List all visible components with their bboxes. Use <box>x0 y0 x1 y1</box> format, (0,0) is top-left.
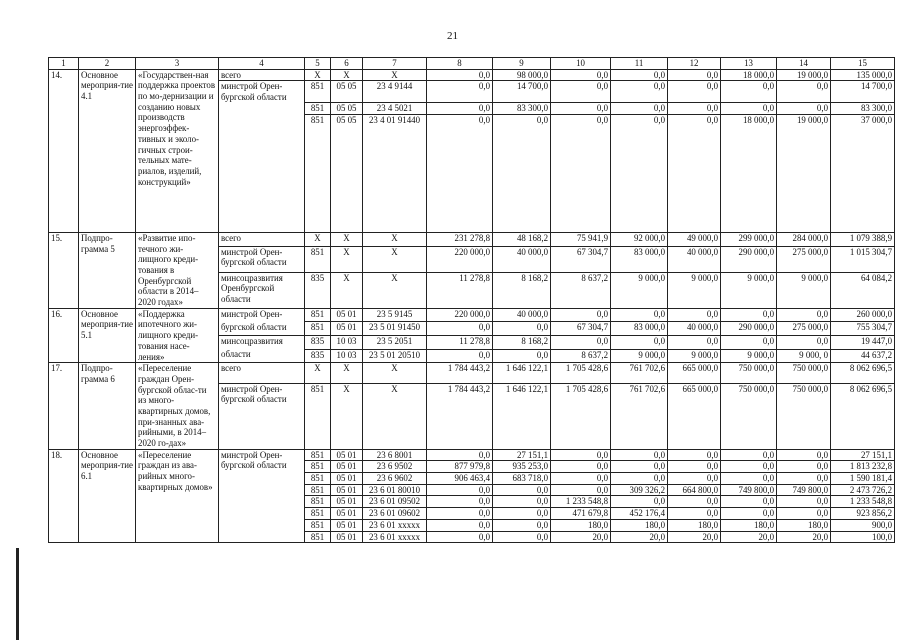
amount-cell: 935 253,0 <box>493 461 551 473</box>
amount-cell: 0,0 <box>721 308 777 322</box>
amount-cell: 0,0 <box>551 461 611 473</box>
section-code: 05 01 <box>331 531 363 543</box>
amount-cell: 1 079 388,9 <box>831 232 895 246</box>
target-article: 23 6 9502 <box>363 461 427 473</box>
amount-cell: 0,0 <box>777 335 831 349</box>
amount-cell: 9 000, 0 <box>777 349 831 363</box>
executor: минстрой Орен-бургской области <box>219 246 305 272</box>
amount-cell: 40 000,0 <box>668 246 721 272</box>
table-row <box>49 449 895 461</box>
amount-cell: 877 979,8 <box>427 461 493 473</box>
amount-cell: 0,0 <box>493 519 551 531</box>
column-number: 2 <box>79 58 136 70</box>
executor: минстрой Орен-бургской области <box>219 81 305 103</box>
amount-cell: 231 278,8 <box>427 232 493 246</box>
target-article: 23 6 01 xxxxx <box>363 531 427 543</box>
amount-cell: 452 176,4 <box>611 508 668 520</box>
program-name: «Поддержка ипотечного жи-лищного креди-тования насе-ления» <box>136 308 219 362</box>
ministry-code: 851 <box>305 308 331 322</box>
amount-cell: 27 151,1 <box>831 449 895 461</box>
executor: бургской области <box>219 322 305 336</box>
amount-cell: 1 705 428,6 <box>551 363 611 384</box>
amount-cell: 1 646 122,1 <box>493 363 551 384</box>
amount-cell: 220 000,0 <box>427 246 493 272</box>
amount-cell: 14 700,0 <box>493 81 551 103</box>
amount-cell: 664 800,0 <box>668 484 721 496</box>
target-article: 23 4 5021 <box>363 103 427 115</box>
amount-cell: 98 000,0 <box>493 69 551 81</box>
amount-cell: 683 718,0 <box>493 473 551 485</box>
target-article: X <box>363 272 427 308</box>
ministry-code: 851 <box>305 484 331 496</box>
amount-cell: 0,0 <box>668 461 721 473</box>
amount-cell: 0,0 <box>551 449 611 461</box>
ministry-code: 851 <box>305 508 331 520</box>
amount-cell: 180,0 <box>551 519 611 531</box>
amount-cell: 1 705 428,6 <box>551 383 611 449</box>
amount-cell: 0,0 <box>721 473 777 485</box>
amount-cell: 0,0 <box>551 103 611 115</box>
row-number: 16. <box>49 308 79 362</box>
amount-cell: 0,0 <box>427 69 493 81</box>
column-number: 6 <box>331 58 363 70</box>
amount-cell: 0,0 <box>551 81 611 103</box>
amount-cell: 0,0 <box>611 461 668 473</box>
amount-cell: 180,0 <box>668 519 721 531</box>
row-number: 15. <box>49 232 79 308</box>
column-number-row <box>49 58 895 70</box>
amount-cell: 0,0 <box>611 81 668 103</box>
section-code: X <box>331 272 363 308</box>
program-name: «Государствен-ная поддержка проектов по мо-дернизации и созданию новых производств энергоэффек-тивных и эколо-гичных строи-тельных мате-риалов, изделий, конструкций» <box>136 69 219 232</box>
amount-cell: 275 000,0 <box>777 322 831 336</box>
executor: минстрой Орен-бургской области <box>219 383 305 449</box>
table-row <box>49 232 895 246</box>
section-code: 05 01 <box>331 519 363 531</box>
amount-cell: 0,0 <box>611 308 668 322</box>
amount-cell: 9 000,0 <box>611 272 668 308</box>
amount-cell: 0,0 <box>551 114 611 232</box>
amount-cell: 275 000,0 <box>777 246 831 272</box>
amount-cell: 83 300,0 <box>831 103 895 115</box>
amount-cell: 18 000,0 <box>721 69 777 81</box>
amount-cell: 19 447,0 <box>831 335 895 349</box>
amount-cell: 749 800,0 <box>777 484 831 496</box>
amount-cell: 0,0 <box>427 496 493 508</box>
program-kind: Основное мероприя-тие 4.1 <box>79 69 136 232</box>
section-code: X <box>331 383 363 449</box>
table-row <box>49 308 895 322</box>
column-number: 8 <box>427 58 493 70</box>
amount-cell: 0,0 <box>721 461 777 473</box>
amount-cell: 0,0 <box>427 349 493 363</box>
column-number: 13 <box>721 58 777 70</box>
amount-cell: 750 000,0 <box>777 363 831 384</box>
amount-cell: 0,0 <box>493 114 551 232</box>
executor: минстрой Орен-бургской области <box>219 449 305 543</box>
target-article: X <box>363 69 427 81</box>
amount-cell: 8 168,2 <box>493 335 551 349</box>
amount-cell: 1 590 181,4 <box>831 473 895 485</box>
column-number: 4 <box>219 58 305 70</box>
amount-cell: 83 300,0 <box>493 103 551 115</box>
executor: области <box>219 349 305 363</box>
amount-cell: 8 168,2 <box>493 272 551 308</box>
amount-cell: 9 000,0 <box>777 272 831 308</box>
amount-cell: 19 000,0 <box>777 114 831 232</box>
ministry-code: 851 <box>305 531 331 543</box>
target-article: X <box>363 363 427 384</box>
amount-cell: 20,0 <box>611 531 668 543</box>
ministry-code: X <box>305 232 331 246</box>
column-number: 1 <box>49 58 79 70</box>
amount-cell: 761 702,6 <box>611 383 668 449</box>
amount-cell: 14 700,0 <box>831 81 895 103</box>
executor: минстрой Орен- <box>219 308 305 322</box>
amount-cell: 40 000,0 <box>493 246 551 272</box>
amount-cell: 906 463,4 <box>427 473 493 485</box>
program-kind: Основное мероприя-тие 6.1 <box>79 449 136 543</box>
executor: всего <box>219 69 305 81</box>
amount-cell: 0,0 <box>777 103 831 115</box>
amount-cell: 27 151,1 <box>493 449 551 461</box>
program-kind: Подпро-грамма 5 <box>79 232 136 308</box>
amount-cell: 0,0 <box>777 496 831 508</box>
amount-cell: 0,0 <box>777 449 831 461</box>
amount-cell: 0,0 <box>721 449 777 461</box>
column-number: 14 <box>777 58 831 70</box>
executor: всего <box>219 363 305 384</box>
amount-cell: 755 304,7 <box>831 322 895 336</box>
target-article: X <box>363 246 427 272</box>
section-code: 05 01 <box>331 461 363 473</box>
amount-cell: 92 000,0 <box>611 232 668 246</box>
column-number: 3 <box>136 58 219 70</box>
amount-cell: 299 000,0 <box>721 232 777 246</box>
amount-cell: 0,0 <box>493 531 551 543</box>
amount-cell: 1 813 232,8 <box>831 461 895 473</box>
amount-cell: 100,0 <box>831 531 895 543</box>
amount-cell: 923 856,2 <box>831 508 895 520</box>
column-number: 5 <box>305 58 331 70</box>
amount-cell: 0,0 <box>493 484 551 496</box>
program-name: «Переселение граждан Орен-бургской облас-ти из много-квартирных домов, при-знанных ава-рийными, в 2014–2020 го-дах» <box>136 363 219 450</box>
amount-cell: 0,0 <box>493 508 551 520</box>
section-code: X <box>331 232 363 246</box>
amount-cell: 9 000,0 <box>668 272 721 308</box>
target-article: 23 4 9144 <box>363 81 427 103</box>
amount-cell: 1 233 548,8 <box>551 496 611 508</box>
column-number: 9 <box>493 58 551 70</box>
section-code: 05 05 <box>331 103 363 115</box>
target-article: 23 6 01 09502 <box>363 496 427 508</box>
amount-cell: 0,0 <box>611 473 668 485</box>
ministry-code: 851 <box>305 81 331 103</box>
program-name: «Переселение граждан из ава-рийных много-квартирных домов» <box>136 449 219 543</box>
amount-cell: 749 800,0 <box>721 484 777 496</box>
amount-cell: 0,0 <box>427 322 493 336</box>
ministry-code: 851 <box>305 114 331 232</box>
amount-cell: 0,0 <box>668 449 721 461</box>
binding-mark <box>16 548 19 640</box>
ministry-code: 851 <box>305 461 331 473</box>
section-code: 05 05 <box>331 81 363 103</box>
amount-cell: 0,0 <box>611 114 668 232</box>
column-number: 12 <box>668 58 721 70</box>
amount-cell: 0,0 <box>427 103 493 115</box>
amount-cell: 0,0 <box>668 335 721 349</box>
amount-cell: 0,0 <box>721 508 777 520</box>
amount-cell: 135 000,0 <box>831 69 895 81</box>
row-number: 17. <box>49 363 79 450</box>
amount-cell: 0,0 <box>493 349 551 363</box>
amount-cell: 11 278,8 <box>427 272 493 308</box>
section-code: 05 01 <box>331 484 363 496</box>
amount-cell: 0,0 <box>668 114 721 232</box>
section-code: X <box>331 69 363 81</box>
column-number: 10 <box>551 58 611 70</box>
amount-cell: 0,0 <box>611 335 668 349</box>
amount-cell: 1 233 548,8 <box>831 496 895 508</box>
target-article: 23 5 01 20510 <box>363 349 427 363</box>
target-article: 23 6 01 80010 <box>363 484 427 496</box>
amount-cell: 0,0 <box>777 473 831 485</box>
target-article: 23 6 8001 <box>363 449 427 461</box>
ministry-code: 851 <box>305 322 331 336</box>
amount-cell: 0,0 <box>668 103 721 115</box>
budget-table <box>48 57 895 543</box>
amount-cell: 9 000,0 <box>721 272 777 308</box>
amount-cell: 0,0 <box>427 81 493 103</box>
target-article: 23 6 9602 <box>363 473 427 485</box>
amount-cell: 0,0 <box>427 114 493 232</box>
target-article: 23 6 01 xxxxx <box>363 519 427 531</box>
amount-cell: 9 000,0 <box>721 349 777 363</box>
amount-cell: 49 000,0 <box>668 232 721 246</box>
table-body <box>49 69 895 543</box>
amount-cell: 0,0 <box>427 531 493 543</box>
amount-cell: 750 000,0 <box>777 383 831 449</box>
amount-cell: 0,0 <box>777 308 831 322</box>
ministry-code: 835 <box>305 349 331 363</box>
program-kind: Основное мероприя-тие 5.1 <box>79 308 136 362</box>
amount-cell: 0,0 <box>551 335 611 349</box>
amount-cell: 83 000,0 <box>611 322 668 336</box>
amount-cell: 1 646 122,1 <box>493 383 551 449</box>
ministry-code: 851 <box>305 103 331 115</box>
amount-cell: 1 784 443,2 <box>427 383 493 449</box>
amount-cell: 0,0 <box>668 473 721 485</box>
amount-cell: 900,0 <box>831 519 895 531</box>
amount-cell: 0,0 <box>668 81 721 103</box>
section-code: 05 01 <box>331 449 363 461</box>
target-article: X <box>363 232 427 246</box>
amount-cell: 0,0 <box>668 308 721 322</box>
column-number: 15 <box>831 58 895 70</box>
program-name: «Развитие ипо-течного жи-лищного креди-тования в Оренбургской области в 2014–2020 годах» <box>136 232 219 308</box>
section-code: 05 01 <box>331 496 363 508</box>
amount-cell: 37 000,0 <box>831 114 895 232</box>
amount-cell: 290 000,0 <box>721 322 777 336</box>
amount-cell: 220 000,0 <box>427 308 493 322</box>
amount-cell: 1 015 304,7 <box>831 246 895 272</box>
amount-cell: 0,0 <box>493 496 551 508</box>
ministry-code: 851 <box>305 449 331 461</box>
amount-cell: 0,0 <box>611 449 668 461</box>
amount-cell: 0,0 <box>611 103 668 115</box>
row-number: 18. <box>49 449 79 543</box>
amount-cell: 18 000,0 <box>721 114 777 232</box>
section-code: 05 01 <box>331 473 363 485</box>
section-code: X <box>331 363 363 384</box>
amount-cell: 0,0 <box>427 519 493 531</box>
amount-cell: 9 000,0 <box>611 349 668 363</box>
amount-cell: 0,0 <box>721 335 777 349</box>
amount-cell: 0,0 <box>668 69 721 81</box>
amount-cell: 67 304,7 <box>551 322 611 336</box>
amount-cell: 180,0 <box>777 519 831 531</box>
amount-cell: 0,0 <box>777 508 831 520</box>
amount-cell: 8 062 696,5 <box>831 383 895 449</box>
ministry-code: 851 <box>305 496 331 508</box>
amount-cell: 20,0 <box>721 531 777 543</box>
amount-cell: 0,0 <box>551 69 611 81</box>
amount-cell: 665 000,0 <box>668 383 721 449</box>
executor: минсоцразвития <box>219 335 305 349</box>
amount-cell: 20,0 <box>551 531 611 543</box>
amount-cell: 0,0 <box>668 496 721 508</box>
table-row <box>49 363 895 384</box>
column-number: 7 <box>363 58 427 70</box>
ministry-code: 835 <box>305 272 331 308</box>
amount-cell: 0,0 <box>721 103 777 115</box>
amount-cell: 750 000,0 <box>721 363 777 384</box>
executor <box>219 114 305 232</box>
amount-cell: 0,0 <box>611 69 668 81</box>
amount-cell: 0,0 <box>427 449 493 461</box>
amount-cell: 0,0 <box>493 322 551 336</box>
amount-cell: 750 000,0 <box>721 383 777 449</box>
amount-cell: 20,0 <box>668 531 721 543</box>
target-article: 23 5 01 91450 <box>363 322 427 336</box>
section-code: 05 01 <box>331 322 363 336</box>
executor <box>219 103 305 115</box>
section-code: 05 01 <box>331 508 363 520</box>
section-code: 10 03 <box>331 335 363 349</box>
amount-cell: 180,0 <box>611 519 668 531</box>
ministry-code: 851 <box>305 383 331 449</box>
ministry-code: X <box>305 363 331 384</box>
target-article: 23 4 01 91440 <box>363 114 427 232</box>
target-article: 23 5 2051 <box>363 335 427 349</box>
section-code: 05 05 <box>331 114 363 232</box>
amount-cell: 48 168,2 <box>493 232 551 246</box>
column-number: 11 <box>611 58 668 70</box>
amount-cell: 9 000,0 <box>668 349 721 363</box>
amount-cell: 180,0 <box>721 519 777 531</box>
amount-cell: 19 000,0 <box>777 69 831 81</box>
amount-cell: 11 278,8 <box>427 335 493 349</box>
amount-cell: 309 326,2 <box>611 484 668 496</box>
row-number: 14. <box>49 69 79 232</box>
ministry-code: 851 <box>305 519 331 531</box>
amount-cell: 665 000,0 <box>668 363 721 384</box>
ministry-code: 851 <box>305 246 331 272</box>
page-number: 21 <box>447 30 458 42</box>
ministry-code: 835 <box>305 335 331 349</box>
amount-cell: 75 941,9 <box>551 232 611 246</box>
target-article: X <box>363 383 427 449</box>
amount-cell: 0,0 <box>551 308 611 322</box>
amount-cell: 761 702,6 <box>611 363 668 384</box>
amount-cell: 40 000,0 <box>493 308 551 322</box>
amount-cell: 44 637,2 <box>831 349 895 363</box>
amount-cell: 8 062 696,5 <box>831 363 895 384</box>
amount-cell: 0,0 <box>427 484 493 496</box>
executor: минсоцразвития Оренбургской области <box>219 272 305 308</box>
amount-cell: 2 473 726,2 <box>831 484 895 496</box>
amount-cell: 284 000,0 <box>777 232 831 246</box>
executor: всего <box>219 232 305 246</box>
amount-cell: 0,0 <box>721 496 777 508</box>
amount-cell: 0,0 <box>721 81 777 103</box>
amount-cell: 0,0 <box>551 473 611 485</box>
amount-cell: 64 084,2 <box>831 272 895 308</box>
amount-cell: 0,0 <box>777 81 831 103</box>
amount-cell: 0,0 <box>668 508 721 520</box>
table-row <box>49 69 895 81</box>
program-kind: Подпро-грамма 6 <box>79 363 136 450</box>
amount-cell: 0,0 <box>551 484 611 496</box>
target-article: 23 6 01 09602 <box>363 508 427 520</box>
amount-cell: 20,0 <box>777 531 831 543</box>
amount-cell: 0,0 <box>611 496 668 508</box>
section-code: 10 03 <box>331 349 363 363</box>
section-code: X <box>331 246 363 272</box>
amount-cell: 260 000,0 <box>831 308 895 322</box>
amount-cell: 0,0 <box>427 508 493 520</box>
section-code: 05 01 <box>331 308 363 322</box>
amount-cell: 471 679,8 <box>551 508 611 520</box>
amount-cell: 8 637,2 <box>551 272 611 308</box>
amount-cell: 1 784 443,2 <box>427 363 493 384</box>
ministry-code: 851 <box>305 473 331 485</box>
amount-cell: 67 304,7 <box>551 246 611 272</box>
amount-cell: 40 000,0 <box>668 322 721 336</box>
target-article: 23 5 9145 <box>363 308 427 322</box>
ministry-code: X <box>305 69 331 81</box>
amount-cell: 8 637,2 <box>551 349 611 363</box>
amount-cell: 290 000,0 <box>721 246 777 272</box>
amount-cell: 0,0 <box>777 461 831 473</box>
amount-cell: 83 000,0 <box>611 246 668 272</box>
